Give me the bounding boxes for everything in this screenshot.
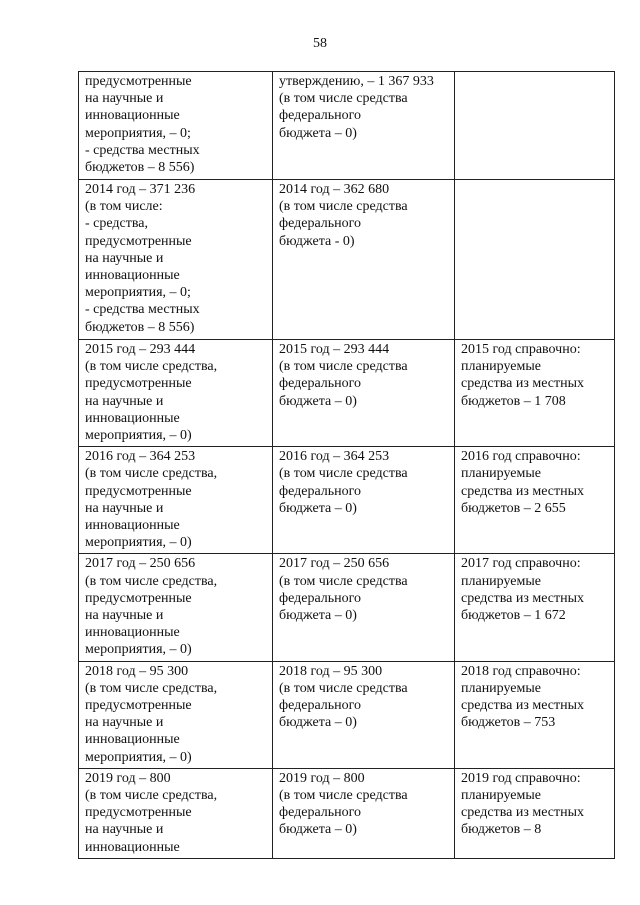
table-cell-col3: [455, 180, 615, 340]
cell-text-line: федерального: [279, 590, 362, 606]
cell-text-line: средства из местных: [461, 590, 585, 606]
table-cell-col2: [273, 72, 455, 180]
cell-text-line: мероприятия, – 0;: [85, 285, 191, 301]
cell-text-line: (в том числе средства,: [85, 788, 218, 804]
table-cell-col1: [79, 180, 273, 340]
cell-text-line: на научные и: [85, 715, 164, 731]
cell-text-line: предусмотренные: [85, 74, 192, 89]
cell-text-line: 2018 год – 95 300: [85, 663, 189, 679]
cell-text-line: бюджета – 0): [279, 715, 357, 731]
table-cell-col2: [273, 180, 455, 340]
table-cell-col2: [273, 661, 455, 768]
table-cell-col2: [273, 768, 455, 858]
cell-text-line: инновационные: [85, 268, 180, 284]
cell-text-line: планируемые: [461, 788, 542, 804]
cell-text-line: федерального: [279, 483, 362, 499]
table-cell-col2: [273, 447, 455, 554]
page-number: 58: [313, 36, 327, 51]
cell-text-line: утверждению, – 1 367 933: [279, 74, 434, 89]
cell-text-line: инновационные: [85, 839, 180, 855]
table-row: [79, 340, 615, 447]
cell-text-line: на научные и: [85, 608, 164, 624]
funding-table: [78, 71, 615, 859]
cell-text-line: инновационные: [85, 732, 180, 748]
cell-text-line: (в том числе:: [85, 199, 163, 215]
cell-text-line: планируемые: [461, 359, 542, 375]
cell-text-line: инновационные: [85, 410, 180, 426]
table-row: [79, 72, 615, 180]
table-cell-col3: [455, 661, 615, 768]
cell-text-line: 2016 год – 364 253: [85, 449, 196, 465]
cell-text-line: средства из местных: [461, 698, 585, 714]
cell-text-line: (в том числе средства,: [85, 573, 218, 589]
table-cell-col2: [273, 554, 455, 661]
cell-text-line: федерального: [279, 805, 362, 821]
cell-text-line: бюджета – 0): [279, 608, 357, 624]
cell-text-line: федерального: [279, 698, 362, 714]
cell-text-line: предусмотренные: [85, 805, 192, 821]
cell-text-line: бюджетов – 8 556): [85, 319, 195, 335]
table-cell-col1: [79, 340, 273, 447]
cell-text-line: (в том числе средства: [279, 91, 408, 107]
cell-text-line: бюджета - 0): [279, 233, 355, 249]
table-row: [79, 768, 615, 858]
cell-text-line: (в том числе средства,: [85, 359, 218, 375]
table-row: [79, 554, 615, 661]
cell-text-line: (в том числе средства: [279, 573, 408, 589]
cell-text-line: 2016 год – 364 253: [279, 449, 390, 465]
cell-text-line: 2014 год – 362 680: [279, 182, 390, 197]
cell-text-line: (в том числе средства,: [85, 466, 218, 482]
cell-text-line: бюджета – 0): [279, 125, 357, 141]
funding-table-body: [79, 72, 615, 859]
cell-text-line: бюджетов – 8 556): [85, 160, 195, 176]
cell-text-line: (в том числе средства: [279, 680, 408, 696]
cell-text-line: бюджета – 0): [279, 393, 357, 409]
cell-text-line: мероприятия, – 0;: [85, 125, 191, 141]
cell-text-line: предусмотренные: [85, 590, 192, 606]
table-cell-col2: [273, 340, 455, 447]
cell-text-line: инновационные: [85, 518, 180, 534]
table-cell-col3: [455, 768, 615, 858]
cell-text-line: бюджетов – 8: [461, 822, 542, 838]
cell-text-line: (в том числе средства: [279, 788, 408, 804]
cell-text-line: инновационные: [85, 625, 180, 641]
cell-text-line: 2019 год справочно:: [461, 770, 581, 786]
cell-text-line: средства из местных: [461, 376, 585, 392]
cell-text-line: предусмотренные: [85, 483, 192, 499]
cell-text-line: - средства,: [85, 216, 148, 232]
cell-text-line: 2015 год – 293 444: [279, 342, 390, 357]
cell-text-line: (в том числе средства,: [85, 680, 218, 696]
cell-text-line: на научные и: [85, 822, 164, 838]
cell-text-line: (в том числе средства: [279, 466, 408, 482]
cell-text-line: планируемые: [461, 466, 542, 482]
cell-text-line: бюджетов – 1 672: [461, 608, 566, 624]
cell-text-line: бюджета – 0): [279, 500, 357, 516]
cell-text-line: инновационные: [85, 108, 180, 124]
cell-text-line: планируемые: [461, 680, 542, 696]
table-row: [79, 180, 615, 340]
cell-text-line: на научные и: [85, 250, 164, 266]
cell-text-line: 2017 год справочно:: [461, 556, 581, 572]
cell-text-line: федерального: [279, 108, 362, 124]
cell-text-line: - средства местных: [85, 302, 200, 318]
cell-text-line: бюджетов – 1 708: [461, 393, 566, 409]
cell-text-line: мероприятия, – 0): [85, 642, 192, 658]
cell-text-line: предусмотренные: [85, 698, 192, 714]
table-cell-col3: [455, 554, 615, 661]
cell-text-line: (в том числе средства: [279, 359, 408, 375]
table-cell-col3: [455, 72, 615, 180]
cell-text-line: планируемые: [461, 573, 542, 589]
table-cell-col1: [79, 661, 273, 768]
cell-text-line: 2018 год справочно:: [461, 663, 581, 679]
cell-text-line: - средства местных: [85, 142, 200, 158]
cell-text-line: 2019 год – 800: [85, 770, 171, 786]
cell-text-line: 2015 год справочно:: [461, 342, 581, 357]
table-cell-col1: [79, 768, 273, 858]
cell-text-line: на научные и: [85, 500, 164, 516]
cell-text-line: мероприятия, – 0): [85, 428, 192, 444]
cell-text-line: предусмотренные: [85, 233, 192, 249]
table-cell-col1: [79, 554, 273, 661]
cell-text-line: бюджетов – 753: [461, 715, 556, 731]
cell-text-line: 2017 год – 250 656: [279, 556, 390, 572]
table-cell-col1: [79, 72, 273, 180]
cell-text-line: средства из местных: [461, 483, 585, 499]
cell-text-line: мероприятия, – 0): [85, 535, 192, 551]
cell-text-line: бюджета – 0): [279, 822, 357, 838]
cell-text-line: 2018 год – 95 300: [279, 663, 383, 679]
cell-text-line: мероприятия, – 0): [85, 749, 192, 765]
table-cell-col3: [455, 447, 615, 554]
table-cell-col1: [79, 447, 273, 554]
table-row: [79, 447, 615, 554]
cell-text-line: 2014 год – 371 236: [85, 182, 196, 197]
cell-text-line: 2019 год – 800: [279, 770, 365, 786]
cell-text-line: (в том числе средства: [279, 199, 408, 215]
cell-text-line: предусмотренные: [85, 376, 192, 392]
cell-text-line: на научные и: [85, 393, 164, 409]
cell-text-line: 2015 год – 293 444: [85, 342, 196, 357]
cell-text-line: на научные и: [85, 91, 164, 107]
cell-text-line: 2016 год справочно:: [461, 449, 581, 465]
cell-text-line: средства из местных: [461, 805, 585, 821]
cell-text-line: бюджетов – 2 655: [461, 500, 566, 516]
cell-text-line: федерального: [279, 216, 362, 232]
cell-text-line: федерального: [279, 376, 362, 392]
table-cell-col3: [455, 340, 615, 447]
cell-text-line: 2017 год – 250 656: [85, 556, 196, 572]
table-row: [79, 661, 615, 768]
